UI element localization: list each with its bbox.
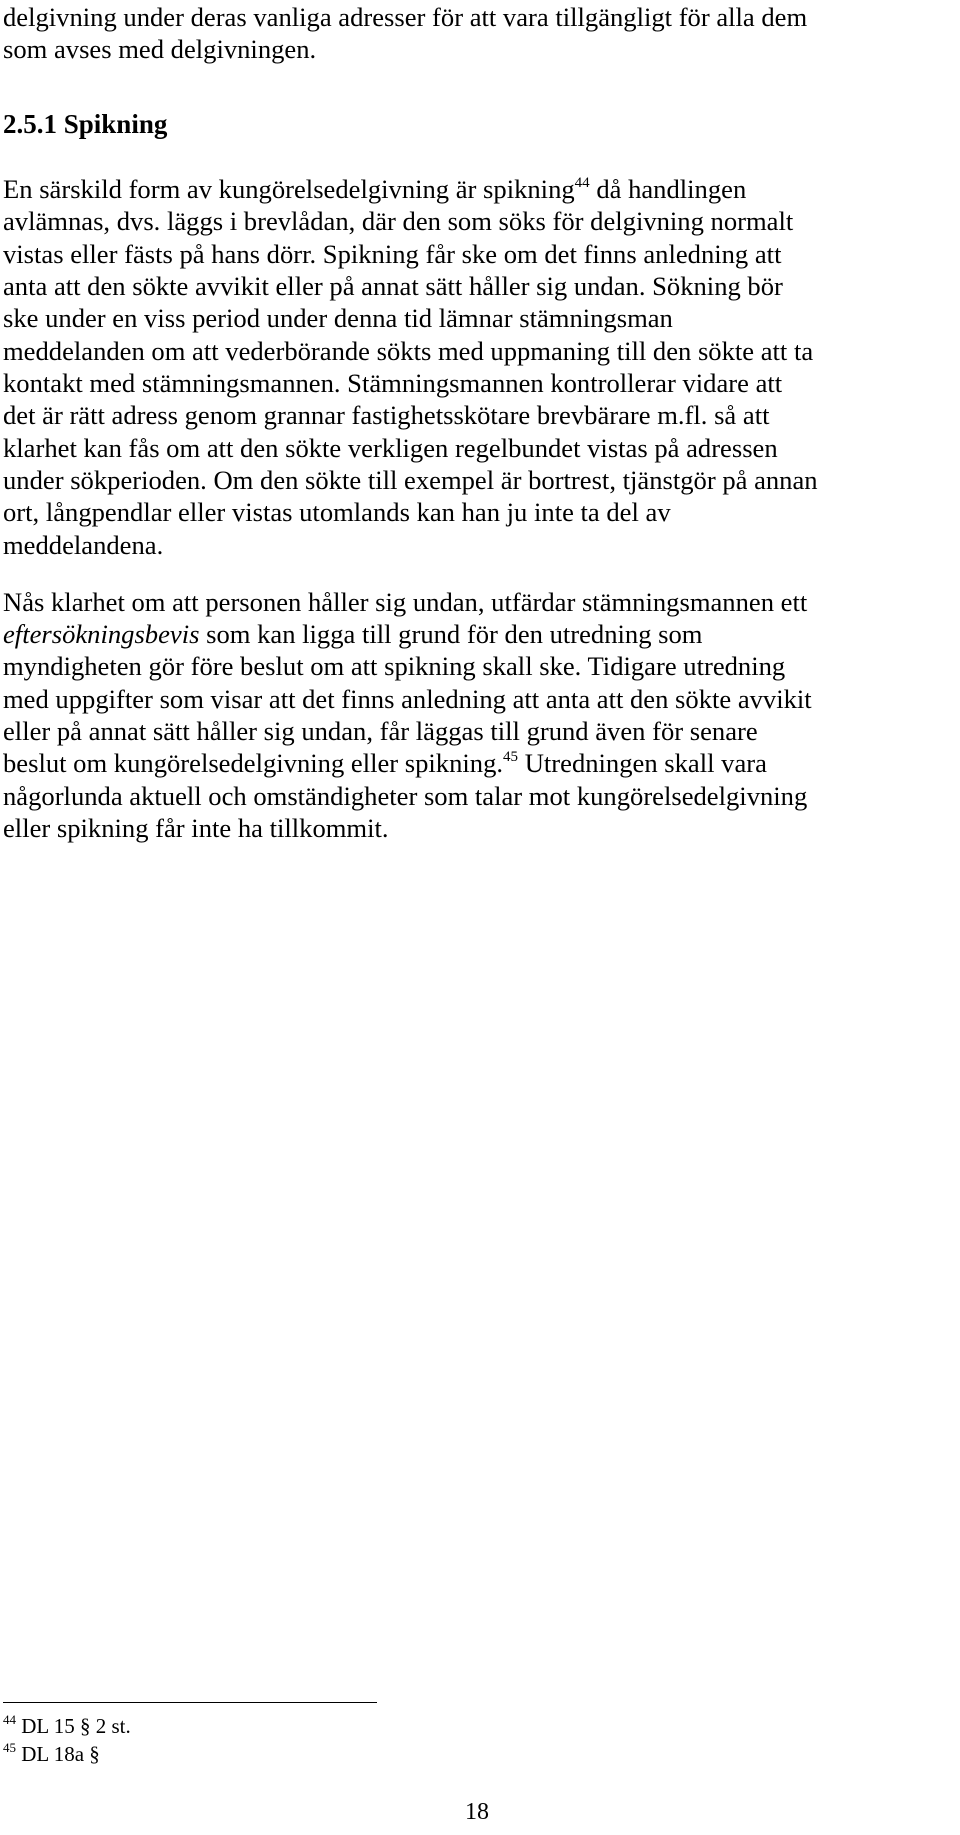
body-line: som avses med delgivningen. (3, 34, 317, 64)
body-line: Nås klarhet om att personen håller sig undan, utfärdar stämningsmannen ett (3, 587, 808, 617)
body-text: Utredningen skall vara (518, 748, 767, 778)
footnote-separator (3, 1702, 377, 1703)
footnote-text: DL 15 § 2 st. (16, 1714, 131, 1738)
footnote-number: 45 (3, 1740, 16, 1755)
section-heading: 2.5.1 Spikning (3, 109, 168, 139)
body-line: under sökperioden. Om den sökte till exempel är bortrest, tjänstgör på annan (3, 465, 818, 495)
body-line (3, 617, 702, 651)
body-line: kontakt med stämningsmannen. Stämningsmannen kontrollerar vidare att (3, 368, 783, 398)
body-line: ske under en viss period under denna tid lämnar stämningsman (3, 303, 673, 333)
body-line: delgivning under deras vanliga adresser för att vara tillgängligt för alla dem (3, 2, 808, 32)
body-line: anta att den sökte avvikit eller på annat sätt håller sig undan. Sökning bör (3, 271, 783, 301)
body-line: meddelandena. (3, 530, 164, 560)
body-line: med uppgifter som visar att det finns anledning att anta att den sökte avvikit (3, 684, 812, 714)
body-line: eller spikning får inte ha tillkommit. (3, 813, 389, 843)
body-text: då handlingen (589, 174, 747, 204)
body-text: En särskild form av kungörelsedelgivning är spikning (3, 174, 575, 204)
body-line (3, 172, 746, 206)
body-line: någorlunda aktuell och omständigheter som talar mot kungörelsedelgivning (3, 781, 808, 811)
footnote (3, 1713, 131, 1739)
footnote-ref: 45 (503, 749, 519, 765)
body-line (3, 746, 767, 780)
body-line: det är rätt adress genom grannar fastighetsskötare brevbärare m.fl. så att (3, 400, 770, 430)
italic-term: eftersökningsbevis (3, 619, 200, 649)
page-number: 18 (465, 1799, 489, 1825)
body-text: som kan ligga till grund för den utredning som (199, 619, 703, 649)
body-line: myndigheten gör före beslut om att spikning skall ske. Tidigare utredning (3, 651, 786, 681)
body-line: klarhet kan fås om att den sökte verkligen regelbundet vistas på adressen (3, 433, 778, 463)
footnote-text: DL 18a § (16, 1742, 100, 1766)
footnote-ref: 44 (574, 175, 590, 191)
body-text: beslut om kungörelsedelgivning eller spikning. (3, 748, 504, 778)
body-line: avlämnas, dvs. läggs i brevlådan, där den som söks för delgivning normalt (3, 206, 794, 236)
body-line: vistas eller fästs på hans dörr. Spikning får ske om det finns anledning att (3, 239, 782, 269)
body-line: meddelanden om att vederbörande sökts med uppmaning till den sökte att ta (3, 336, 814, 366)
footnote (3, 1741, 100, 1767)
body-line: ort, långpendlar eller vistas utomlands kan han ju inte ta del av (3, 497, 671, 527)
body-line: eller på annat sätt håller sig undan, får läggas till grund även för senare (3, 716, 758, 746)
footnote-number: 44 (3, 1712, 16, 1727)
